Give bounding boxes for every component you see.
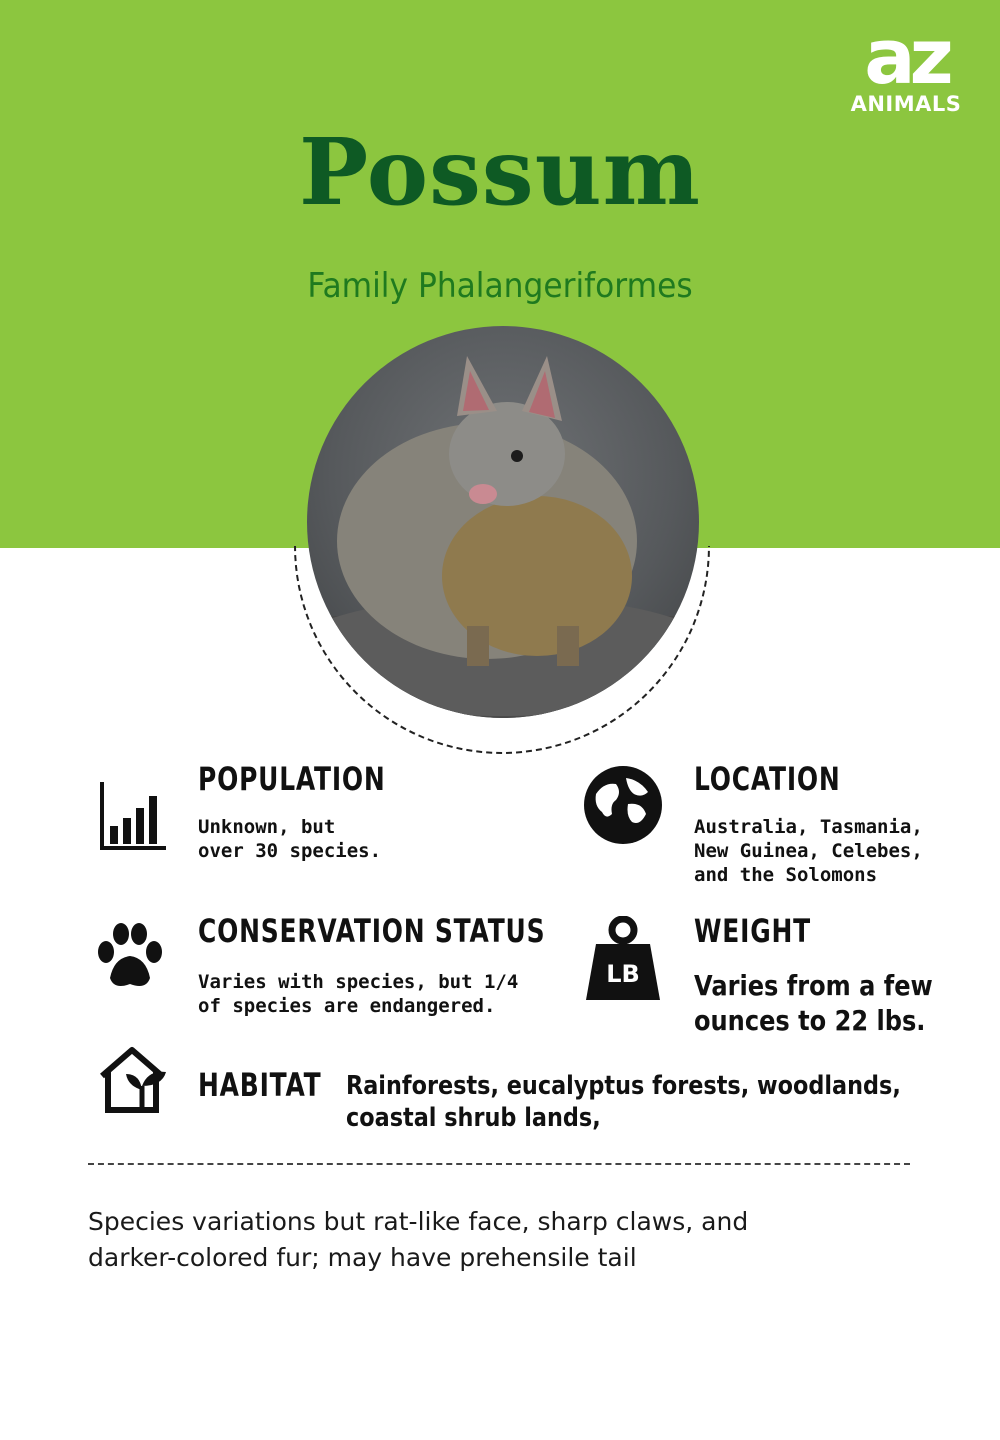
conservation-heading: CONSERVATION STATUS bbox=[198, 912, 546, 950]
logo-wordmark: ANIMALS bbox=[850, 92, 962, 116]
globe-icon bbox=[582, 764, 664, 846]
bar-chart-icon bbox=[100, 780, 168, 852]
weight-icon-label: LB bbox=[606, 960, 640, 988]
location-heading: LOCATION bbox=[694, 760, 841, 798]
weight-value: Varies from a few ounces to 22 lbs. bbox=[694, 969, 933, 1037]
page-title: Possum bbox=[299, 118, 701, 226]
population-heading: POPULATION bbox=[198, 760, 386, 798]
dashed-divider bbox=[88, 1163, 910, 1165]
conservation-value: Varies with species, but 1/4 of species are endangered. bbox=[198, 971, 519, 1017]
weight-heading: WEIGHT bbox=[694, 912, 811, 950]
az-animals-logo bbox=[836, 12, 976, 122]
species-description: Species variations but rat-like face, sharp claws, and darker-colored fur; may have prehensile tail bbox=[88, 1207, 749, 1272]
population-value: Unknown, but over 30 species. bbox=[198, 816, 382, 862]
possum-illustration bbox=[307, 326, 699, 718]
house-sprout-icon bbox=[98, 1046, 176, 1114]
possum-photo bbox=[307, 326, 699, 718]
habitat-value: Rainforests, eucalyptus forests, woodlands, coastal shrub lands, bbox=[346, 1071, 901, 1133]
location-value: Australia, Tasmania, New Guinea, Celebes, and the Solomons bbox=[694, 816, 923, 886]
logo-mark: az bbox=[864, 12, 948, 101]
habitat-heading: HABITAT bbox=[198, 1066, 322, 1104]
weight-lb-icon bbox=[584, 916, 662, 1002]
family-subtitle: Family Phalangeriformes bbox=[307, 266, 693, 306]
paw-print-icon bbox=[94, 922, 166, 992]
